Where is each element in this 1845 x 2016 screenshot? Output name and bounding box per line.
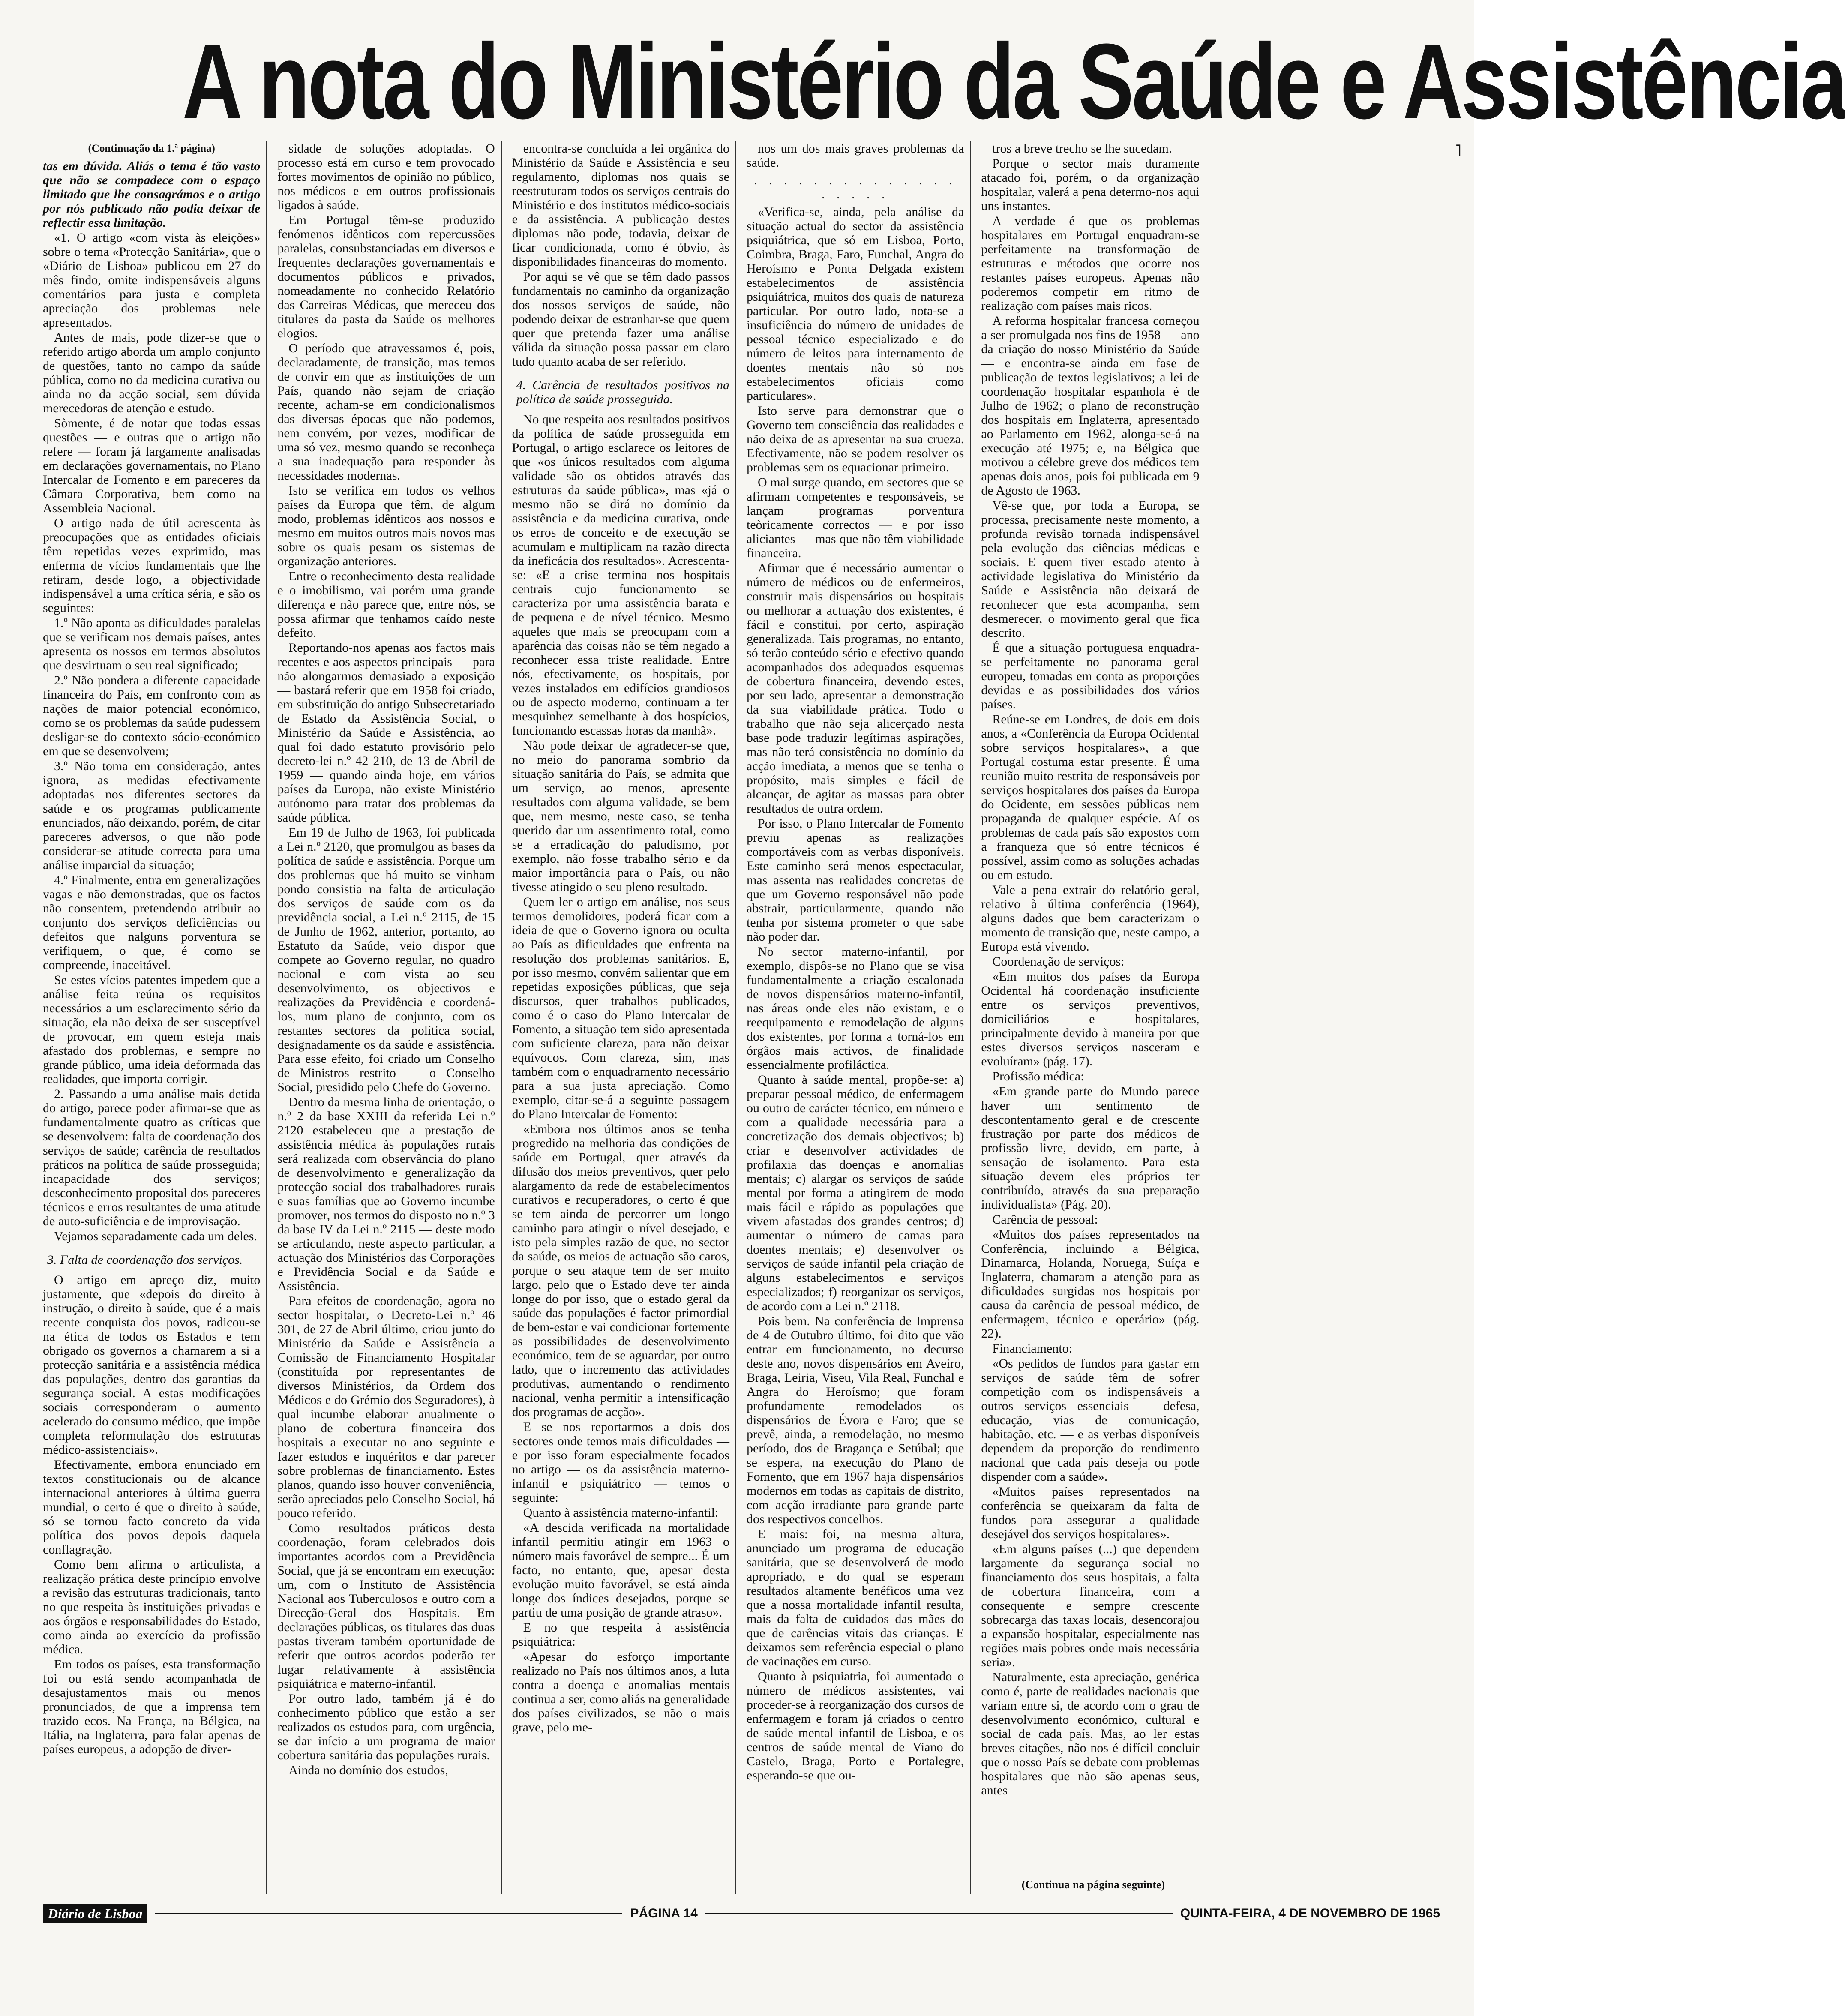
section-heading: 4. Carência de resultados positivos na política de saúde prosseguida.	[516, 378, 729, 406]
page-number: PÁGINA 14	[630, 1906, 698, 1920]
article-paragraph: Como resultados práticos desta coordenação, foram celebrados dois importantes acordos com a Previdência Social, que já se encontram em execução: um, com o Instituto de Assistência Nacional aos Tuberculosos e outro com a Direcção-Geral dos Hospitais. Em declarações públicas, os titulares das duas pastas tiveram também oportunidade de referir que outros acordos poderão ter lugar relativamente à assistência psiquiátrica e materno-infantil.	[277, 1521, 495, 1691]
article-paragraph: Ainda no domínio dos estudos,	[288, 1763, 448, 1777]
article-paragraph: «Apesar do esforço importante realizado no País nos últimos anos, a luta contra a doença e anomalias mentais continua a ser, como aliás na generalidade dos países civilizados, se não o mais grave, pelo me-	[512, 1650, 729, 1734]
footer-rule	[705, 1913, 1173, 1914]
newspaper-logo: Diário de Lisboa	[43, 1904, 147, 1923]
column-2-body	[277, 141, 495, 1777]
article-paragraph: «Embora nos últimos anos se tenha progredido na melhoria das condições de saúde em Portugal, quer através da difusão dos meios preventivos, quer pelo alargamento da rede de estabelecimentos curativos e recuperadores, o certo é que se tem ainda de percorrer um longo caminho para atingir o nível desejado, e isto pela simples razão de que, no sector da saúde, os meios de actuação são caros, porque o seu ataque tem de ser muito largo, pelo que o Estado deve ter ainda longe do por isso, que o estado geral da saúde das populações é factor primordial de bem-estar e vai condicionar fortemente as possibilidades de desenvolvimento económico, tem de se aguardar, por outro lado, que o incremento das actividades produtivas, aumentando o rendimento nacional, venha permitir a intensificação dos programas de acção».	[512, 1122, 729, 1419]
column-4	[747, 141, 971, 1894]
article-paragraph: Carência de pessoal:	[992, 1212, 1098, 1227]
article-paragraph: tas em dúvida. Aliás o tema é tão vasto que não se compadece com o espaço limitado que lhe consagrámos e o artigo por nós publicado não podia deixar de reflectir essa limitação.	[43, 159, 261, 230]
article-columns	[43, 141, 1440, 1894]
article-paragraph: O mal surge quando, em sectores que se afirmam competentes e responsáveis, se lançam programas porventura teòricamente correctos — e por isso aliciantes — mas que não têm viabilidade financeira.	[746, 475, 964, 560]
article-paragraph: Entre o reconhecimento desta realidade e o imobilismo, vai porém uma grande diferença e não parece que, entre nós, se possa afirmar que tenhamos caído neste defeito.	[277, 569, 495, 640]
article-paragraph: E se nos reportarmos a dois dos sectores onde temos mais dificuldades — e por isso foram especialmente focados no artigo — os da assistência materno-infantil e psiquiátrico — temos o seguinte:	[512, 1420, 729, 1505]
column-1	[43, 141, 267, 1894]
article-paragraph: Sòmente, é de notar que todas essas questões — e outras que o artigo não refere — foram já largamente analisadas em declarações governamentais, no Plano Intercalar de Fomento e em pareceres da Câmara Corporativa, bem como na Assembleia Nacional.	[43, 416, 261, 515]
article-paragraph: Em todos os países, esta transformação foi ou está sendo acompanhada de desajustamentos mais ou menos pronunciados, de que a imprensa tem trazido ecos. Na França, na Bélgica, na Itália, na Inglaterra, para falar apenas de países europeus, a adopção de diver-	[43, 1657, 261, 1756]
column-4-body	[747, 141, 964, 1782]
column-3	[512, 141, 736, 1894]
article-paragraph: «Muitos dos países representados na Conferência, incluindo a Bélgica, Dinamarca, Holanda, Noruega, Suíça e Inglaterra, chamaram a atenção para as dificuldades surgidas nos hospitais por causa da carência de pessoal médico, de enfermagem, técnico e operário» (pág. 22).	[981, 1227, 1200, 1341]
separator-dots: . . . . . . . . . . . . . . . . . . .	[754, 173, 957, 201]
article-paragraph: Naturalmente, esta apreciação, genérica como é, parte de realidades nacionais que variam entre si, de acordo com o grau de desenvolvimento económico, cultural e social de cada país. Mas, ao ler estas breves citações, não nos é difícil concluir que o nosso País se debate com problemas hospitalares que não são apenas seus, antes	[981, 1670, 1200, 1797]
article-paragraph: «Em grande parte do Mundo parece haver um sentimento de descontentamento geral e de crescente frustração por parte dos médicos de profissão livre, devido, em parte, à sensação de isolamento. Para esta situação devem eles próprios ter contribuído, através da sua preparação individualista» (Pág. 20).	[981, 1084, 1200, 1212]
article-paragraph: O artigo nada de útil acrescenta às preocupações que as entidades oficiais têm repetidas vezes exprimido, mas enferma de vícios fundamentais que lhe retiram, desde logo, a objectividade indispensável a uma crítica séria, e são os seguintes:	[43, 516, 261, 615]
page-footer	[43, 1901, 1440, 1926]
article-paragraph: Reúne-se em Londres, de dois em dois anos, a «Conferência da Europa Ocidental sobre serviços hospitalares», a que Portugal costuma estar presente. É uma reunião muito restrita de responsáveis por serviços hospitalares dos países da Europa do Ocidente, em sessões públicas nem propaganda de qualquer espécie. Aí os problemas de cada país são expostos com a franqueza que só entre técnicos é possível, assim como as soluções achadas ou em estudo.	[981, 712, 1200, 882]
article-paragraph: Não pode deixar de agradecer-se que, no meio do panorama sombrio da situação sanitária do País, se admita que um serviço, ao menos, apresente resultados com alguma validade, se bem que, nem mesmo, neste caso, se tenha querido dar um assentimento total, como se a erradicação do paludismo, por exemplo, não fosse trabalho sério e da maior importância para o País, ou não tivesse atingido o seu pleno resultado.	[512, 738, 729, 894]
article-paragraph: Quanto à saúde mental, propõe-se: a) preparar pessoal médico, de enfermagem ou outro de carácter técnico, em número e com a qualidade necessária para a concretização dos demais objectivos; b) criar e desenvolver actividades de profilaxia das doenças e anomalias mentais; c) alargar os serviços de saúde mental por forma a atingirem de modo mais fácil e rápido as populações que vivem afastadas dos grandes centros; d) aumentar o número de camas para doentes mentais; e) desenvolver os serviços de saúde infantil pela criação de alguns estabelecimentos e serviços especializados; f) reorganizar os serviços, de acordo com a Lei n.º 2118.	[746, 1073, 964, 1313]
continued-from-label: (Continuação da 1.ª página)	[88, 143, 215, 154]
article-paragraph: Coordenação de serviços:	[992, 954, 1125, 969]
article-paragraph: Vê-se que, por toda a Europa, se processa, precisamente neste momento, a profunda revisão tornada indispensável pela evolução das ciências médicas e sociais. E quem tiver estado atento à actividade legislativa do Ministério da Saúde e Assistência não deixará de reconhecer que esta acompanha, sem desmerecer, o movimento geral que fica descrito.	[981, 498, 1200, 640]
article-paragraph: Em Portugal têm-se produzido fenómenos idênticos com repercussões paralelas, consubstanciadas em diversos e frequentes declarações governamentais e documentos públicos e privados, nomeadamente no conhecido Relatório das Carreiras Médicas, que mereceu dos titulares da pasta da Saúde os melhores elogios.	[277, 213, 495, 340]
article-paragraph: E no que respeita à assistência psiquiátrica:	[512, 1620, 729, 1649]
article-paragraph: Dentro da mesma linha de orientação, o n.º 2 da base XXIII da referida Lei n.º 2120 estabeleceu que a prestação de assistência médica às populações rurais será realizada com observância do plano de desenvolvimento e generalização da protecção social dos trabalhadores rurais e suas famílias que ao Governo incumbe promover, nos termos do disposto no n.º 3 da base IV da Lei n.º 2115 — deste modo se articulando, neste aspecto particular, a actuação dos Ministérios das Corporações e Previdência Social e da Saúde e Assistência.	[277, 1095, 495, 1293]
article-paragraph: 4.º Finalmente, entra em generalizações vagas e não demonstradas, que os factos não consentem, pretendendo atribuir ao conjunto dos serviços deficiências ou defeitos que nalguns porventura se verifiquem, o que, é como se compreende, inaceitável.	[43, 873, 261, 972]
article-paragraph: Por outro lado, também já é do conhecimento público que estão a ser realizados os estudos para, com urgência, se dar início a um programa de maior cobertura sanitária das populações rurais.	[277, 1692, 495, 1762]
article-paragraph: Quanto à psiquiatria, foi aumentado o número de médicos assistentes, vai proceder-se à reorganização dos cursos de enfermagem e foram já criados o centro de saúde mental infantil de Lisboa, e os centros de saúde mental de Viano do Castelo, Braga, Porto e Portalegre, esperando-se que ou-	[746, 1669, 964, 1782]
article-paragraph: «Em alguns países (...) que dependem largamente da segurança social no financiamento dos seus hospitais, a falta de cobertura financeira, com a consequente e sempre crescente sobrecarga das taxas locais, desencorajou a expansão hospitalar, especialmente nas regiões mais pobres onde mais necessária seria».	[981, 1542, 1200, 1669]
section-heading: 3. Falta de coordenação dos serviços.	[47, 1253, 243, 1267]
article-paragraph: Antes de mais, pode dizer-se que o referido artigo aborda um amplo conjunto de questões, tanto no campo da saúde pública, como no da medicina curativa ou ainda no da acção social, sem dúvida merecedoras de atenção e estudo.	[43, 330, 261, 415]
article-paragraph: «Em muitos dos países da Europa Ocidental há coordenação insuficiente entre os serviços preventivos, domiciliários e hospitalares, principalmente devido à maneira por que estes diversos serviços nasceram e evoluíram» (pág. 17).	[981, 969, 1200, 1068]
article-paragraph: É que a situação portuguesa enquadra-se perfeitamente no panorama geral europeu, tomadas em conta as proporções devidas e as possibilidades dos vários países.	[981, 641, 1200, 711]
article-paragraph: «1. O artigo «com vista às eleições» sobre o tema «Protecção Sanitária», que o «Diário de Lisboa» publicou em 27 do mês findo, omite indispensáveis alguns comentários para justa e completa apreciação dos problemas nele apresentados.	[43, 231, 261, 330]
article-paragraph: encontra-se concluída a lei orgânica do Ministério da Saúde e Assistência e seu regulamento, diplomas nos quais se reestruturam todos os serviços centrais do Ministério e dos institutos médico-sociais e da assistência. A publicação destes diplomas não pode, todavia, deixar de ficar condicionada, como é óbvio, às disponibilidades financeiras do momento.	[512, 141, 729, 269]
article-paragraph: tros a breve trecho se lhe sucedam.	[992, 141, 1172, 156]
page-headline: A nota do Ministério da Saúde e Assistência	[182, 21, 1845, 141]
article-paragraph: Pois bem. Na conferência de Imprensa de 4 de Outubro último, foi dito que vão entrar em funcionamento, no decurso deste ano, novos dispensários em Aveiro, Braga, Leiria, Viseu, Vila Real, Funchal e Angra do Heroísmo; que foram profundamente remodelados os dispensários de Évora e Faro; que se prevê, ainda, a remodelação, no mesmo período, dos de Bragança e Setúbal; que se espera, na execução do Plano de Fomento, que em 1967 haja dispensários modernos em todas as capitais de distrito, com acção irradiante para grande parte dos respectivos concelhos.	[746, 1314, 964, 1526]
article-paragraph: Afirmar que é necessário aumentar o número de médicos ou de enfermeiros, construir mais dispensários ou hospitais ou melhorar a actuação dos existentes, é fácil e constitui, por certo, aspiração generalizada. Tais programas, no entanto, só terão conteúdo sério e efectivo quando acompanhados dos adequados esquemas de cobertura financeira, devendo estes, por seu lado, apresentar a demonstração da sua viabilidade prática. Todo o trabalho que não seja alicerçado nesta base pode traduzir legítimas aspirações, mas não terá consistência no domínio da acção imediata, a menos que se tenha o propósito, mais simples e fácil de alcançar, de agitar as massas para obter resultados de outra ordem.	[746, 561, 964, 816]
article-paragraph: Como bem afirma o articulista, a realização prática deste princípio envolve a revisão das estruturas tradicionais, tanto no que respeita às instituições privadas e aos órgãos e responsabilidades do Estado, como ainda ao exercício da profissão médica.	[43, 1557, 261, 1656]
continued-to-label: (Continua na página seguinte)	[1021, 1878, 1165, 1891]
article-paragraph: No que respeita aos resultados positivos da política de saúde prosseguida em Portugal, o artigo esclarece os leitores de que «os únicos resultados com alguma validade são os obtidos através das estruturas da saúde pública», mas «já o mesmo não se dirá no domínio da assistência e da medicina curativa, onde os erros de conceito e de execução se acumulam e multiplicam na razão directa da ineficácia dos resultados». Acrescenta-se: «E a crise termina nos hospitais centrais cujo funcionamento se caracteriza por uma assistência barata e de pequena e de nível técnico. Mesmo aqueles que mais se preocupam com a aparência das coisas não se têm negado a reconhecer essa triste realidade. Entre nós, efectivamente, os hospitais, por vezes instalados em edifícios grandiosos ou de aspecto moderno, continuam a ter mesquinhez semelhante à dos hospícios, funcionando escassas horas da manhã».	[512, 412, 729, 738]
article-paragraph: nos um dos mais graves problemas da saúde.	[746, 141, 964, 170]
column-2	[277, 141, 501, 1894]
article-paragraph: No sector materno-infantil, por exemplo, dispôs-se no Plano que se visa fundamentalmente a criação escalonada de novos dispensários materno-infantil, nas áreas onde eles não existam, e o reequipamento e remodelação de alguns dos existentes, por forma a torná-los em órgãos mais activos, de finalidade essencialmente profiláctica.	[746, 945, 964, 1072]
issue-date: QUINTA-FEIRA, 4 DE NOVEMBRO DE 1965	[1180, 1906, 1440, 1920]
article-paragraph: Porque o sector mais duramente atacado foi, porém, o da organização hospitalar, valerá a pena determo-nos aqui uns instantes.	[981, 156, 1200, 213]
article-paragraph: Se estes vícios patentes impedem que a análise feita reúna os requisitos necessários a um esclarecimento sério da situação, ela não deixa de ser susceptível de provocar, em quem esteja mais afastado dos problemas, e sempre no grande público, uma ideia deformada das realidades, que importa corrigir.	[43, 973, 261, 1086]
article-paragraph: «A descida verificada na mortalidade infantil permitiu atingir em 1963 o número mais favorável de sempre... É um facto, no entanto, que, apesar desta evolução muito favorável, se está ainda longe dos índices desejados, porque se partiu de uma posição de grande atraso».	[512, 1521, 729, 1620]
article-paragraph: 3.º Não toma em consideração, antes ignora, as medidas efectivamente adoptadas nos diferentes sectores da saúde e os programas publicamente enunciados, não deixando, porém, de citar pareceres adversos, o que não pode considerar-se atitude correcta para uma análise imparcial da situação;	[43, 759, 261, 872]
article-paragraph: Isto serve para demonstrar que o Governo tem consciência das realidades e não deixa de as apresentar na sua crueza. Efectivamente, não se podem resolver os problemas sem os equacionar primeiro.	[746, 404, 964, 474]
article-paragraph: Vejamos separadamente cada um deles.	[54, 1229, 257, 1243]
column-5-body	[981, 141, 1199, 1797]
article-paragraph: Efectivamente, embora enunciado em textos constitucionais ou de alcance internacional anteriores à última guerra mundial, o certo é que o direito à saúde, só se tornou facto concreto da vida política dos povos depois daquela conflagração.	[43, 1458, 261, 1557]
article-paragraph: O artigo em apreço diz, muito justamente, que «depois do direito à instrução, o direito à saúde, que é a mais recente conquista dos povos, radicou-se na ética de todos os Estados e tem obrigado os governos a chamarem a si a protecção sanitária e a assistência médica das populações, dentro das garantias da segurança social. A estas modificações sociais corresponderam o aumento acelerado do consumo médico, que impõe completa reformulação dos estruturas médico-assistenciais».	[43, 1273, 261, 1457]
article-paragraph: «Os pedidos de fundos para gastar em serviços de saúde têm de sofrer competição com os indispensáveis a outros serviços essenciais — defesa, educação, vias de comunicação, habitação, etc. — e as verbas disponíveis dependem da proporção do rendimento nacional que cada país deseja ou pode dispender com a saúde».	[981, 1356, 1200, 1484]
article-paragraph: Profissão médica:	[992, 1069, 1084, 1083]
article-paragraph: 2.º Não pondera a diferente capacidade financeira do País, em confronto com as nações de maior potencial económico, como se os problemas da saúde pudessem desligar-se do contexto sócio-económico em que se desenvolvem;	[43, 673, 261, 758]
column-1-body	[43, 159, 260, 1756]
article-paragraph: Em 19 de Julho de 1963, foi publicada a Lei n.º 2120, que promulgou as bases da política de saúde e assistência. Porque um dos problemas que há muito se vinham pondo consistia na falta de articulação dos serviços de saúde com os da previdência social, a Lei n.º 2115, de 15 de Junho de 1962, anterior, portanto, ao Estatuto da Saúde, veio dispor que compete ao Governo regular, no quadro nacional e com vista ao seu desenvolvimento, os objectivos e realizações da Previdência e coordená-los, num plano de conjunto, com os restantes sectores da política social, designadamente os da saúde e assistência. Para esse efeito, foi criado um Conselho de Ministros restrito — o Conselho Social, presidido pelo Chefe do Governo.	[277, 825, 495, 1094]
article-paragraph: «Muitos países representados na conferência se queixaram da falta de fundos para assegurar a qualidade desejável dos serviços hospitalares».	[981, 1485, 1200, 1541]
column-5	[981, 141, 1205, 1894]
article-paragraph: Por aqui se vê que se têm dado passos fundamentais no caminho da organização dos nossos serviços de saúde, não podendo deixar de estranhar-se que quem quer que pretenda fazer uma análise válida da situação possa passar em claro tudo quanto acaba de ser referido.	[512, 270, 729, 369]
article-paragraph: 2. Passando a uma análise mais detida do artigo, parece poder afirmar-se que as fundamentalmente quatro as críticas que se desenvolvem: falta de coordenação dos serviços de saúde; carência de resultados práticos na política de saúde prosseguida; incapacidade dos serviços; desconhecimento proposital dos pareceres técnicos e erros resultantes de uma atitude de auto-suficiência e de improvisação.	[43, 1087, 261, 1228]
article-paragraph: sidade de soluções adoptadas. O processo está em curso e tem provocado fortes movimentos de opinião no público, nos médicos e em outros profissionais ligados à saúde.	[277, 141, 495, 212]
article-paragraph: Para efeitos de coordenação, agora no sector hospitalar, o Decreto-Lei n.º 46 301, de 27 de Abril último, criou junto do Ministério da Saúde e Assistência a Comissão de Financiamento Hospitalar (constituída por representantes de diversos Ministérios, da Ordem dos Médicos e do Grémio dos Seguradores), à qual incumbe elaborar anualmente o plano de cobertura financeira dos hospitais a executar no ano seguinte e fazer estudos e inquéritos e dar parecer sobre problemas de financiamento. Estes planos, quando isso houver conveniência, serão apreciados pelo Conselho Social, há pouco referido.	[277, 1294, 495, 1520]
article-paragraph: Reportando-nos apenas aos factos mais recentes e aos aspectos principais — para não alongarmos demasiado a exposição — bastará referir que em 1958 foi criado, em substituição do antigo Subsecretariado de Estado da Assistência Social, o Ministério da Saúde e Assistência, ao qual foi dado estatuto provisório pelo decreto-lei n.º 42 210, de 13 de Abril de 1959 — quando ainda hoje, em vários países da Europa, não existe Ministério autónomo para tratar dos problemas da saúde pública.	[277, 641, 495, 825]
column-3-body	[512, 141, 729, 1734]
article-paragraph: Quem ler o artigo em análise, nos seus termos demolidores, poderá ficar com a ideia de que o Governo ignora ou oculta ao País as dificuldades que enfrenta na resolução dos problemas sanitários. E, por isso mesmo, convém salientar que em repetidas exposições públicas, que seja discursos, quer trabalhos publicados, como é o caso do Plano Intercalar de Fomento, a situação tem sido apresentada com suficiente clareza, para não deixar equívocos. Com clareza, sim, mas também com o enquadramento necessário para a sua justa apreciação. Como exemplo, citar-se-á a seguinte passagem do Plano Intercalar de Fomento:	[512, 895, 729, 1121]
article-paragraph: A verdade é que os problemas hospitalares em Portugal enquadram-se perfeitamente na transformação de estruturas e métodos que ocorre nos restantes países europeus. Apenas não poderemos competir em ritmo de realização com países mais ricos.	[981, 214, 1200, 313]
margin-mark: ˥	[1455, 141, 1462, 160]
article-paragraph: 1.º Não aponta as dificuldades paralelas que se verificam nos demais países, antes apresenta os nossos em termos absolutos que desvirtuam o seu real significado;	[43, 616, 261, 672]
article-paragraph: E mais: foi, na mesma altura, anunciado um programa de educação sanitária, que se desenvolverá de modo apropriado, e do qual se esperam resultados altamente benéficos uma vez que a nossa mortalidade infantil resulta, mais da falta de cuidados das mães do que de carências vitais das crianças. E deixamos sem referência especial o plano de vacinações em curso.	[746, 1527, 964, 1668]
article-paragraph: Por isso, o Plano Intercalar de Fomento previu apenas as realizações comportáveis com as verbas disponíveis. Este caminho será menos espectacular, mas assenta nas realidades concretas de que um Governo responsável não pode abstrair, particularmente, quando não tenha por sistema prometer o que sabe não poder dar.	[746, 816, 964, 944]
article-paragraph: A reforma hospitalar francesa começou a ser promulgada nos fins de 1958 — ano da criação do nosso Ministério da Saúde — e encontra-se ainda em fase de publicação de textos legislativos; a lei de coordenação hospitalar espanhola é de Julho de 1962; o plano de reconstrução dos hospitais em Inglaterra, apresentado ao Parlamento em 1962, alonga-se-á na execução até 1975; e, na Bélgica que motivou a célebre greve dos médicos tem apenas dois anos, pois foi publicada em 9 de Agosto de 1963.	[981, 314, 1200, 498]
article-paragraph: «Verifica-se, ainda, pela análise da situação actual do sector da assistência psiquiátrica, que só em Lisboa, Porto, Coimbra, Braga, Faro, Funchal, Angra do Heroísmo e Ponta Delgada existem estabelecimentos de assistência psiquiátrica, muitos dos quais de natureza particular. Por outro lado, nota-se a insuficiência do número de unidades de pessoal técnico especializado e do número de leitos para internamento de doentes mentais não só nos estabelecimentos oficiais como particulares».	[746, 205, 964, 403]
footer-rule	[155, 1913, 622, 1914]
article-paragraph: Isto se verifica em todos os velhos países da Europa que têm, de algum modo, problemas idênticos aos nossos e mesmo em muitos outros mais novos mas sobre os quais pesam os sistemas de organização anteriores.	[277, 483, 495, 568]
article-paragraph: Quanto à assistência materno-infantil:	[523, 1506, 719, 1520]
article-paragraph: O período que atravessamos é, pois, declaradamente, de transição, mas temos de convir em que as instituições de um País, quando não sejam de criação recente, acham-se em condicionalismos das diversas épocas que não podemos, nem convém, por vezes, modificar de uma só vez, mesmo quando se reconheça a sua inadequação para responder às necessidades modernas.	[277, 341, 495, 483]
article-paragraph: Vale a pena extrair do relatório geral, relativo à última conferência (1964), alguns dados que bem caracterizam o momento de transição que, neste campo, a Europa está vivendo.	[981, 883, 1200, 954]
article-paragraph: Financiamento:	[992, 1341, 1072, 1356]
